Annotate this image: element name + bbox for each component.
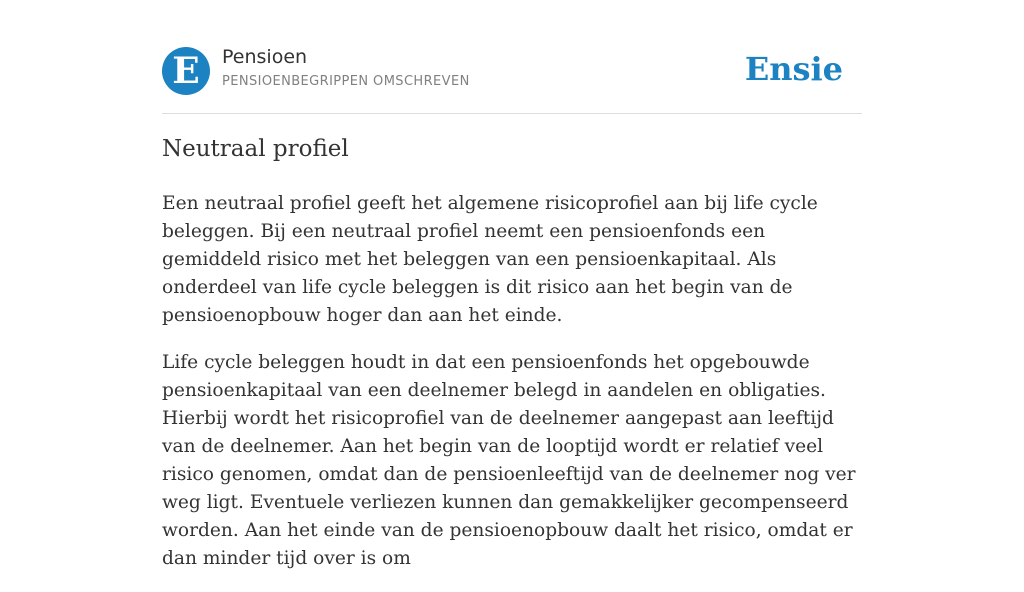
site-subtitle: PENSIOENBEGRIPPEN OMSCHREVEN	[222, 74, 470, 89]
site-header	[162, 46, 862, 96]
ensie-logo-badge[interactable]: E	[162, 47, 210, 95]
article-title: Neutraal profiel	[162, 136, 349, 162]
site-title[interactable]: Pensioen	[222, 46, 308, 68]
header-divider	[162, 113, 862, 114]
article-body	[162, 190, 862, 592]
brand-logo[interactable]: Ensie	[744, 50, 843, 88]
article-paragraph: Life cycle beleggen houdt in dat een pensioenfonds het opgebouwde pensioenkapitaal van een deelnemer belegd in aandelen en obligaties. Hierbij wordt het risicoprofiel van de deelnemer aangepast aan leeftijd van de deelnemer. Aan het begin van de looptijd wordt er relatief veel risico genomen, omdat dan de pensioenleeftijd van de deelnemer nog ver weg ligt. Eventuele verliezen kunnen dan gemakkelijker gecompenseerd worden. Aan het einde van de pensioenopbouw daalt het risico, omdat er dan minder tijd over is om	[162, 352, 856, 569]
article-paragraph: Een neutraal profiel geeft het algemene risicoprofiel aan bij life cycle beleggen. Bij een neutraal profiel neemt een pensioenfonds een gemiddeld risico met het beleggen van een pensioenkapitaal. Als onderdeel van life cycle beleggen is dit risico aan het begin van de pensioenopbouw hoger dan aan het einde.	[162, 193, 818, 326]
